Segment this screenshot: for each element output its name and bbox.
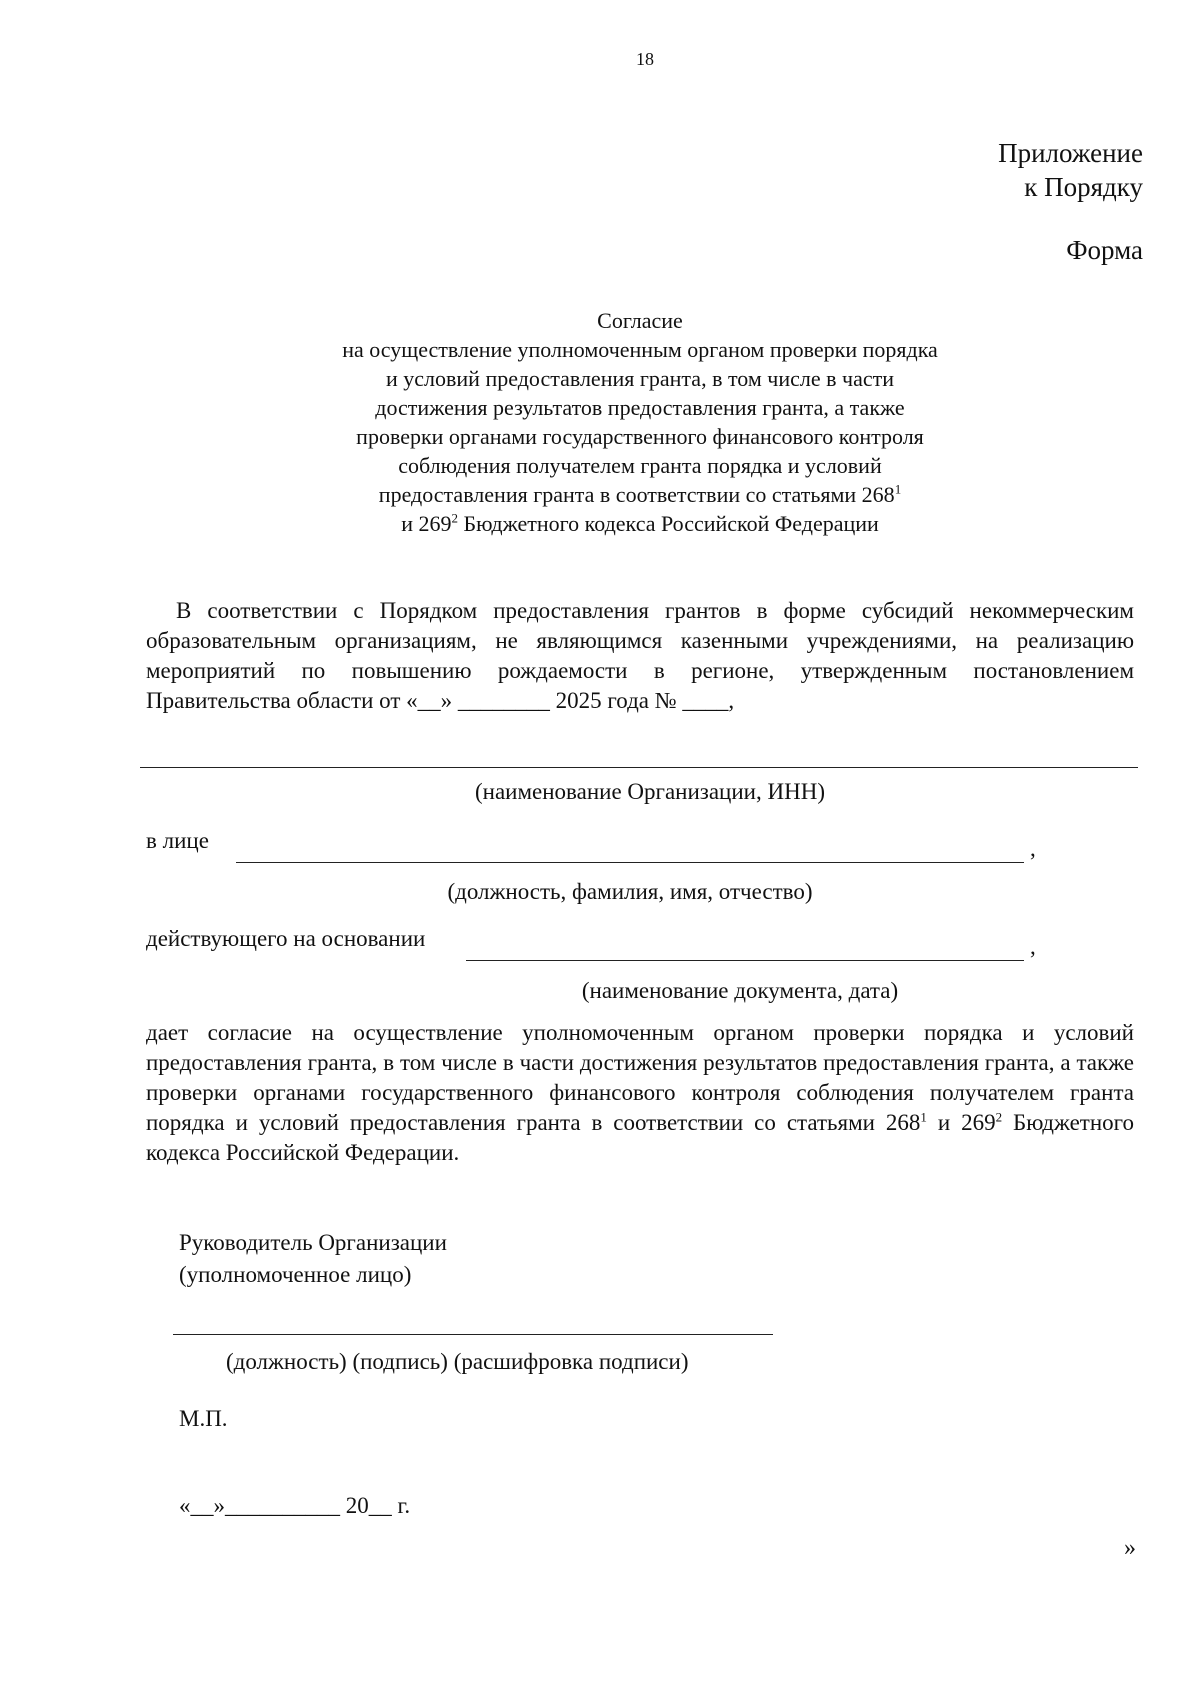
title-line-6: соблюдения получателем гранта порядка и условий bbox=[398, 453, 882, 478]
consent-text-end: Бюджетного кодекса Российской Федерации. bbox=[146, 1110, 1134, 1165]
signature-line-2: (уполномоченное лицо) bbox=[179, 1262, 412, 1287]
appendix-line-1: Приложение bbox=[998, 138, 1143, 168]
signature-line-1: Руководитель Организации bbox=[179, 1230, 447, 1255]
consent-sup-2: 2 bbox=[995, 1109, 1003, 1125]
represented-by-line[interactable] bbox=[236, 862, 1024, 863]
title-line-7-sup: 1 bbox=[894, 481, 902, 497]
title-line-8 bbox=[250, 509, 1030, 538]
appendix-header bbox=[998, 136, 1143, 204]
title-line-7 bbox=[250, 480, 1030, 509]
consent-text-main: дает согласие на осуществление уполномоченным органом проверки порядка и условий предоставления гранта, в том числе в части достижения результатов предоставления гранта, а также проверки органами государственного финансового контроля соблюдения получателем гранта порядка и условий предоставления гранта в соответствии со статьями 268 bbox=[146, 1020, 1134, 1135]
title-line-2: на осуществление уполномоченным органом проверки порядка bbox=[342, 337, 938, 362]
title-line-1: Согласие bbox=[597, 308, 683, 333]
title-line-4: достижения результатов предоставления гранта, а также bbox=[375, 395, 905, 420]
represented-by-caption: (должность, фамилия, имя, отчество) bbox=[447, 879, 813, 904]
represented-by-label: в лице bbox=[146, 828, 209, 853]
title-line-8-pre: и 269 bbox=[401, 511, 452, 536]
acting-basis-line[interactable] bbox=[466, 960, 1024, 961]
acting-basis-label: действующего на основании bbox=[146, 926, 426, 951]
intro-paragraph bbox=[146, 596, 1134, 716]
consent-sup-1: 1 bbox=[920, 1109, 927, 1125]
organization-line[interactable] bbox=[140, 767, 1138, 768]
organization-caption: (наименование Организации, ИНН) bbox=[475, 779, 825, 804]
date-line[interactable]: «__»__________ 20__ г. bbox=[179, 1493, 411, 1518]
document-title bbox=[250, 306, 1030, 538]
signature-line[interactable] bbox=[173, 1334, 773, 1335]
appendix-line-2: к Порядку bbox=[1024, 172, 1143, 202]
signature-caption: (должность) (подпись) (расшифровка подписи) bbox=[226, 1349, 689, 1374]
form-label: Форма bbox=[1066, 235, 1143, 265]
title-line-8-post: Бюджетного кодекса Российской Федерации bbox=[457, 511, 879, 536]
closing-quote: » bbox=[1124, 1535, 1136, 1561]
signature-block bbox=[179, 1227, 447, 1291]
title-line-7-text: предоставления гранта в соответствии со статьями 268 bbox=[378, 482, 895, 507]
page-number: 18 bbox=[636, 49, 654, 69]
consent-paragraph bbox=[146, 1018, 1134, 1168]
consent-text-mid: и 269 bbox=[926, 1110, 996, 1135]
title-line-3: и условий предоставления гранта, в том числе в части bbox=[386, 366, 894, 391]
stamp-label: М.П. bbox=[179, 1406, 228, 1431]
title-line-5: проверки органами государственного финансового контроля bbox=[356, 424, 924, 449]
intro-paragraph-text: В соответствии с Порядком предоставления грантов в форме субсидий некоммерческим образовательным организациям, не являющимся казенными учреждениями, на реализацию мероприятий по повышению рождаемости в регионе, утвержденным постановлением Правительства области от «__» ________ 2025 года № ____, bbox=[146, 598, 1134, 713]
acting-basis-caption: (наименование документа, дата) bbox=[581, 978, 899, 1003]
represented-by-comma: , bbox=[1030, 836, 1036, 861]
acting-basis-comma: , bbox=[1030, 934, 1036, 959]
title-line-8-sup: 2 bbox=[451, 510, 458, 526]
